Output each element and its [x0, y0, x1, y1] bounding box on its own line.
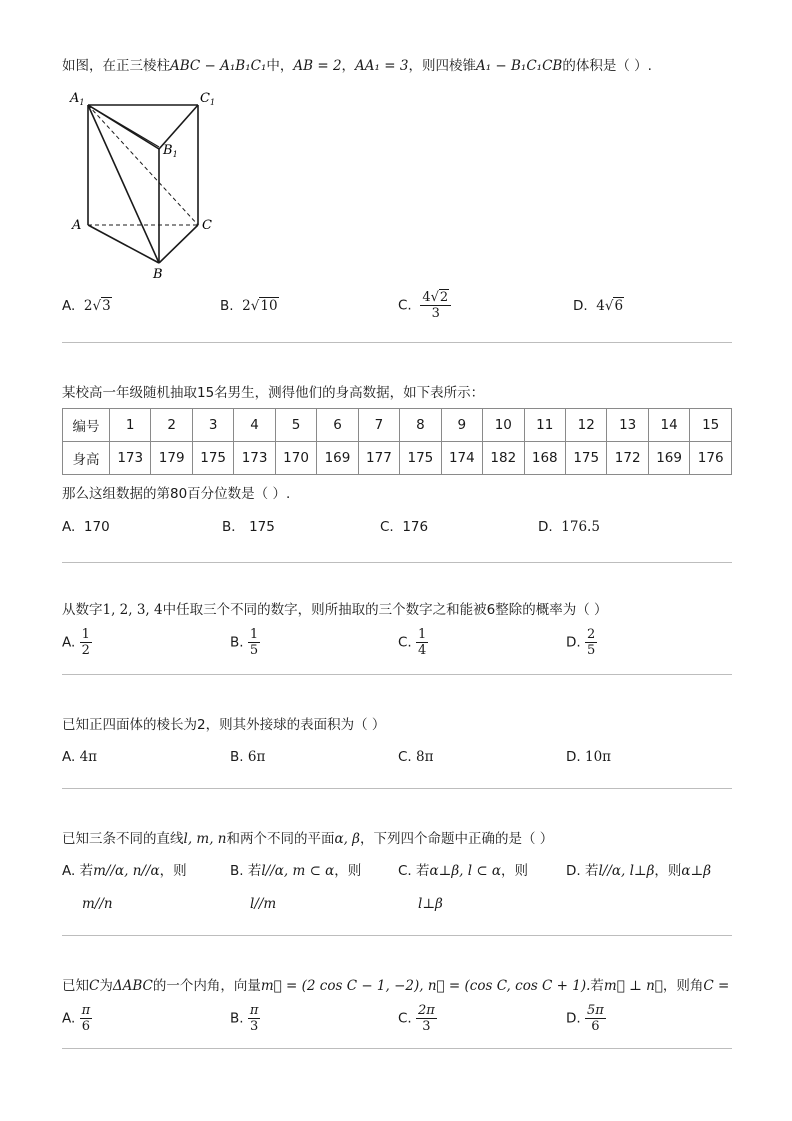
table-cell: 14 — [648, 409, 689, 442]
table-cell: 173 — [234, 442, 275, 475]
table-cell: 169 — [648, 442, 689, 475]
table-cell: 12 — [565, 409, 606, 442]
q6-option-b[interactable]: B. $\frac{\pi}{3}$ — [230, 1003, 259, 1034]
q1-prism-name: ABC − A₁B₁C₁ — [170, 58, 267, 74]
table-cell: 175 — [400, 442, 441, 475]
table-cell: 168 — [524, 442, 565, 475]
table-cell: 4 — [234, 409, 275, 442]
edge-cb — [159, 225, 198, 263]
label-c: C — [202, 218, 212, 233]
question-divider — [62, 1048, 732, 1049]
sqrt-sign: √6 — [604, 298, 624, 314]
table-cell: 179 — [151, 442, 192, 475]
table-cell: 177 — [358, 442, 399, 475]
q2-option-a[interactable]: A. 170 — [62, 519, 110, 535]
table-cell: 174 — [441, 442, 482, 475]
question-divider — [62, 935, 732, 936]
q2-option-d[interactable]: D. 176.5 — [538, 519, 600, 535]
table-cell: 173 — [110, 442, 151, 475]
table-cell: 7 — [358, 409, 399, 442]
table-cell: 176 — [690, 442, 732, 475]
table-cell: 172 — [607, 442, 648, 475]
edge-ab — [88, 225, 159, 263]
q1-option-c[interactable]: C. $\frac{4√2}{3}$ — [398, 290, 451, 321]
q1-aa1-value: AA₁ = 3 — [355, 58, 409, 74]
table-cell: 13 — [607, 409, 648, 442]
table-cell: 5 — [275, 409, 316, 442]
q5-stem: 已知三条不同的直线l, m, n和两个不同的平面α, β，下列四个命题中正确的是（ ） — [62, 831, 554, 847]
table-header-cell: 身高 — [63, 442, 110, 475]
table-row — [63, 442, 732, 475]
table-cell: 9 — [441, 409, 482, 442]
table-cell: 1 — [110, 409, 151, 442]
q4-stem: 已知正四面体的棱长为2，则其外接球的表面积为（ ） — [62, 717, 386, 733]
q1-stem-text: ， — [341, 58, 356, 74]
q1-option-b[interactable]: B. 2√10 — [220, 298, 278, 314]
q5-option-c-conclusion: l⊥β — [418, 896, 443, 912]
q1-option-d[interactable]: D. 4√6 — [573, 298, 624, 314]
q6-stem: 已知C为ΔABC的一个内角，向量m⃗ = (2 cos C − 1, −2), n⃗ = (cos C, cos C + 1).若m⃗ ⊥ n⃗，则角C = — [62, 978, 730, 994]
q1-option-a[interactable]: A. 2√3 — [62, 298, 111, 314]
q2-height-table — [62, 408, 732, 475]
q3-stem: 从数字1, 2, 3, 4中任取三个不同的数字，则所抽取的三个数字之和能被6整除的概率为（ ） — [62, 602, 608, 618]
question-divider — [62, 342, 732, 343]
table-cell: 15 — [690, 409, 732, 442]
q5-option-d[interactable]: D. 若l//α, l⊥β，则α⊥β — [566, 863, 712, 879]
q1-pyramid-name: A₁ − B₁C₁CB — [475, 58, 563, 74]
q2-option-c[interactable]: C. 176 — [380, 519, 429, 535]
table-cell: 6 — [317, 409, 358, 442]
q3-option-a[interactable]: A. $\frac{1}{2}$ — [62, 627, 90, 658]
q1-stem-text: 的体积是（ ）. — [562, 58, 652, 74]
label-b1: $B_1$ — [163, 143, 178, 159]
table-cell: 8 — [400, 409, 441, 442]
table-cell: 182 — [483, 442, 524, 475]
table-row — [63, 409, 732, 442]
q2-question: 那么这组数据的第80百分位数是（ ）. — [62, 486, 291, 502]
label-b: B — [153, 267, 163, 282]
sqrt-sign: √10 — [250, 298, 278, 314]
q3-option-b[interactable]: B. $\frac{1}{5}$ — [230, 627, 259, 658]
q1-stem — [62, 56, 732, 76]
fraction: $\frac{4√2}{3}$ — [420, 290, 451, 321]
q5-option-a-conclusion: m//n — [82, 896, 113, 912]
q4-option-b[interactable]: B. 6π — [230, 749, 266, 765]
q5-option-c[interactable]: C. 若α⊥β, l ⊂ α，则 — [398, 863, 529, 879]
table-cell: 11 — [524, 409, 565, 442]
q6-option-a[interactable]: A. $\frac{\pi}{6}$ — [62, 1003, 91, 1034]
q3-option-d[interactable]: D. $\frac{2}{5}$ — [566, 627, 596, 658]
q1-stem-text: 如图，在正三棱柱 — [62, 58, 170, 74]
q1-ab-value: AB = 2 — [293, 58, 342, 74]
table-cell: 175 — [565, 442, 606, 475]
label-c1: $C_1$ — [200, 91, 216, 107]
q4-option-c[interactable]: C. 8π — [398, 749, 434, 765]
table-cell: 170 — [275, 442, 316, 475]
label-a: A — [72, 218, 82, 233]
table-cell: 2 — [151, 409, 192, 442]
table-cell: 175 — [192, 442, 233, 475]
q1-stem-text: 中， — [266, 58, 294, 74]
edge-a1b — [88, 105, 159, 263]
question-divider — [62, 562, 732, 563]
q1-prism-figure — [66, 88, 226, 283]
q5-option-a[interactable]: A. 若m//α, n//α，则 — [62, 863, 187, 879]
q5-option-b[interactable]: B. 若l//α, m ⊂ α，则 — [230, 863, 362, 879]
q6-option-d[interactable]: D. $\frac{5\pi}{6}$ — [566, 1003, 604, 1034]
question-divider — [62, 674, 732, 675]
table-cell: 169 — [317, 442, 358, 475]
q6-option-c[interactable]: C. $\frac{2\pi}{3}$ — [398, 1003, 435, 1034]
q2-stem: 某校高一年级随机抽取15名男生，测得他们的身高数据，如下表所示： — [62, 385, 485, 401]
q2-option-b[interactable]: B． 175 — [222, 519, 275, 535]
question-divider — [62, 788, 732, 789]
table-header-cell: 编号 — [63, 409, 110, 442]
table-cell: 3 — [192, 409, 233, 442]
q4-option-d[interactable]: D. 10π — [566, 749, 612, 765]
q1-stem-text: ，则四棱锥 — [408, 58, 476, 74]
q3-option-c[interactable]: C. $\frac{1}{4}$ — [398, 627, 427, 658]
q4-option-a[interactable]: A. 4π — [62, 749, 98, 765]
table-cell: 10 — [483, 409, 524, 442]
edge-a1b1-inner — [88, 105, 159, 147]
sqrt-sign: √3 — [92, 298, 111, 314]
q5-option-b-conclusion: l//m — [250, 896, 277, 912]
label-a1: $A_1$ — [70, 91, 85, 107]
